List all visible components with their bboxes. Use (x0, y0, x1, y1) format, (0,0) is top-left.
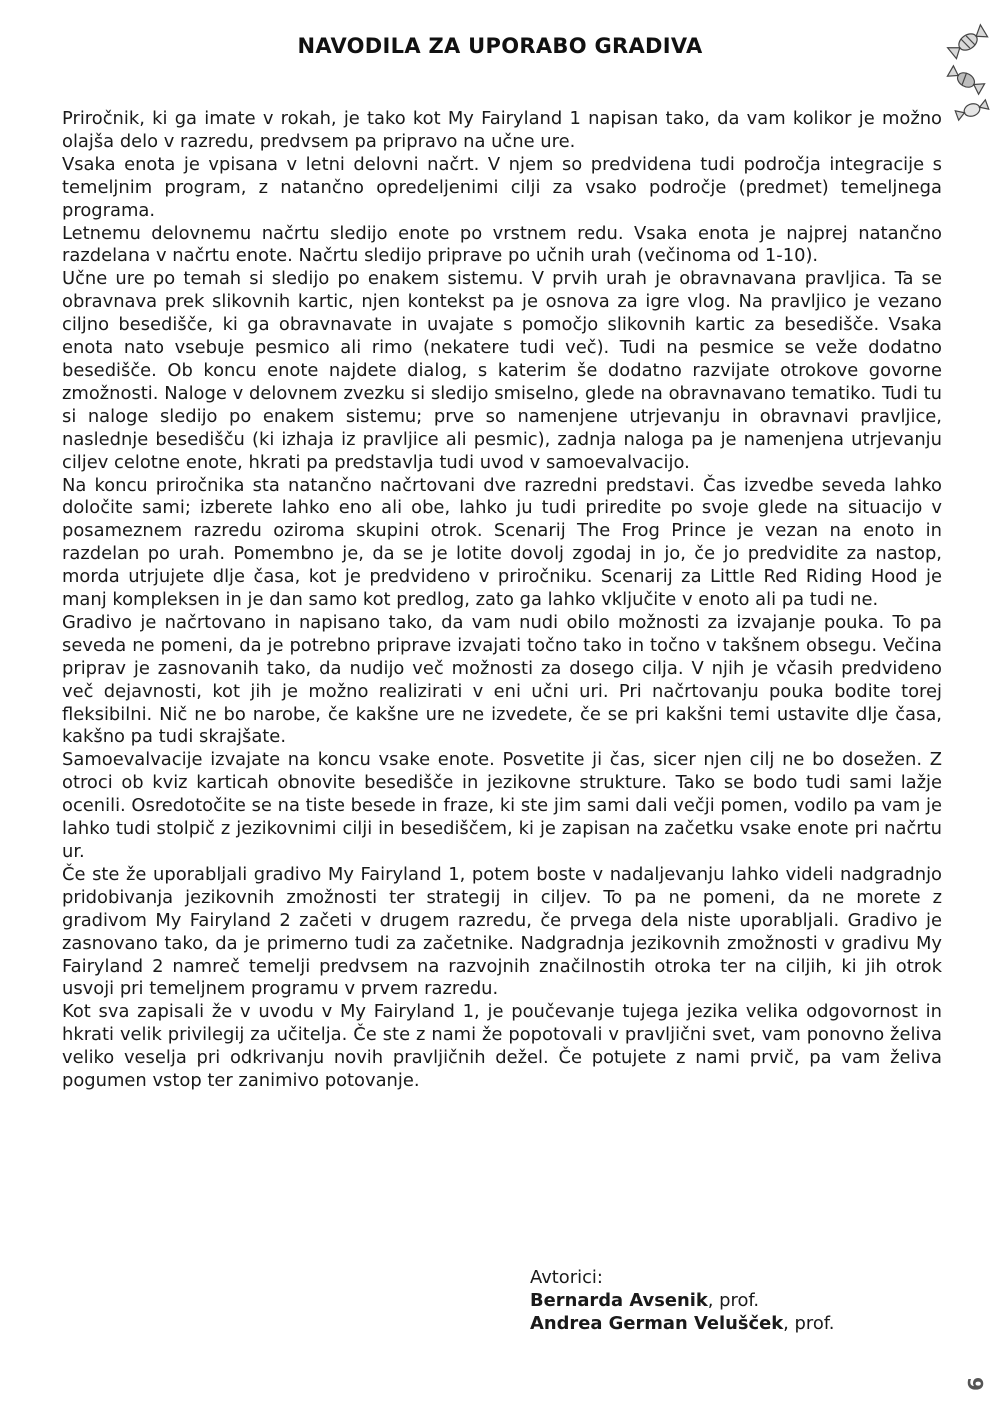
signature-block (530, 1266, 834, 1335)
paragraph: Vsaka enota je vpisana v letni delovni načrt. V njem so predvidena tudi področja integracije s temeljnim program, z natančno opredeljenimi cilji za vsako področje (predmet) temeljnega programa. (62, 153, 942, 221)
author-line (530, 1289, 834, 1312)
page-title: NAVODILA ZA UPORABO GRADIVA (297, 34, 703, 58)
author-title: , prof. (783, 1313, 835, 1334)
candy-icon (938, 14, 996, 126)
paragraph: Kot sva zapisali že v uvodu v My Fairyland 1, je poučevanje tujega jezika velika odgovornost in hkrati velik privilegij za učitelja. Če ste z nami že popotovali v pravljični svet, vam ponovno želiva veliko veselja pri odkrivanju novih pravljičnih dežel. Če potujete z nami prvič, pa vam želiva pogumen vstop ter zanimivo potovanje. (62, 1001, 942, 1092)
author-title: , prof. (707, 1290, 760, 1311)
author-name: Bernarda Avsenik (530, 1290, 708, 1311)
paragraph: Gradivo je načrtovano in napisano tako, da vam nudi obilo možnosti za izvajanje pouka. To pa seveda ne pomeni, da je potrebno priprave izvajati točno tako in točno v takšnem obsegu. Večina priprav je zasnovanih tako, da nudijo več možnosti za dosego cilja. V njih je včasih predvideno več dejavnosti, kot jih je možno realizirati v eni učni uri. Pri načrtovanju pouka bodite torej fleksibilni. Nič ne bo narobe, če kakšne ure ne izvedete, če se pri kakšni temi ustavite dlje časa, kakšno pa tudi skrajšate. (62, 611, 942, 748)
paragraph: Učne ure po temah si sledijo po enakem sistemu. V prvih urah je obravnavana pravljica. Ta se obravnava prek slikovnih kartic, njen kontekst pa je osnova za igre vlog. Na pravljico je vezano ciljno besedišče, ki ga obravnavate in uvajate s pomočjo slikovnih kartic za besedišče. Vsaka enota nato vsebuje pesmico ali rimo (nekatere tudi več). Tudi na pesmice se veže dodatno besedišče. Ob koncu enote najdete dialog, s katerim še dodatno razvijate otrokove govorne zmožnosti. Naloge v delovnem zvezku si sledijo smiselno, glede na obravnavano tematiko. Tudi tu si naloge sledijo po enakem sistemu; prve so namenjene utrjevanju in obravnavi pravljice, naslednje besedišču (ki izhaja iz pravljice ali pesmic), zadnja naloga pa je namenjena utrjevanju ciljev celotne enote, hkrati pa predstavlja tudi uvod v samoevalvacijo. (62, 268, 942, 473)
author-line (530, 1312, 834, 1335)
body-text (62, 108, 942, 1093)
author-name: Andrea German Velušček (530, 1313, 784, 1334)
signature-label: Avtorici: (530, 1267, 603, 1288)
paragraph: Če ste že uporabljali gradivo My Fairyland 1, potem boste v nadaljevanju lahko videli nadgradnjo pridobivanja jezikovnih zmožnosti ter strategij in ciljev. To pa ne pomeni, da ne morete z gradivom My Fairyland 2 začeti v drugem razredu, če prvega dela niste uporabljali. Gradivo je zasnovano tako, da je primerno tudi za začetnike. Nadgradnja jezikovnih zmožnosti v gradivu My Fairyland 2 namreč temelji predvsem na razvojnih značilnostih otroka ter na ciljih, ki jih otrok usvoji pri temeljnem programu v prvem razredu. (62, 863, 942, 1000)
paragraph: Na koncu priročnika sta natančno načrtovani dve razredni predstavi. Čas izvedbe seveda lahko določite sami; izberete lahko eno ali obe, lahko ju tudi priredite po svoje glede na situacijo v posameznem razredu oziroma skupini otrok. Scenarij The Frog Prince je vezan na enoto in razdelan po urah. Pomembno je, da se je lotite dovolj zgodaj in jo, če jo predvidite za nastop, morda utrjujete dlje časa, kot je predvideno v priročniku. Scenarij za Little Red Riding Hood je manj kompleksen in je dan samo kot predlog, zato ga lahko vključite v enoto ali pa tudi ne. (62, 474, 942, 611)
paragraph: Samoevalvacije izvajate na koncu vsake enote. Posvetite ji čas, sicer njen cilj ne bo dosežen. Z otroci ob kviz karticah obnovite besedišče in jezikovne strukture. Tako se bodo tudi sami lažje ocenili. Osredotočite se na tiste besede in fraze, ki ste jim sami dali večji pomen, vodilo pa vam je lahko tudi stolpič z jezikovnimi cilji in besediščem, ki je zapisan na začetku vsake enote pri načrtu ur. (62, 749, 942, 862)
paragraph: Letnemu delovnemu načrtu sledijo enote po vrstnem redu. Vsaka enota je najprej natančno razdelana v načrtu enote. Načrtu sledijo priprave po učnih urah (večinoma od 1-10). (62, 222, 942, 267)
paragraph: Priročnik, ki ga imate v rokah, je tako kot My Fairyland 1 napisan tako, da vam kolikor je možno olajša delo v razredu, predvsem pa pripravo na učne ure. (62, 108, 942, 152)
page-number: 9 (963, 1377, 988, 1391)
